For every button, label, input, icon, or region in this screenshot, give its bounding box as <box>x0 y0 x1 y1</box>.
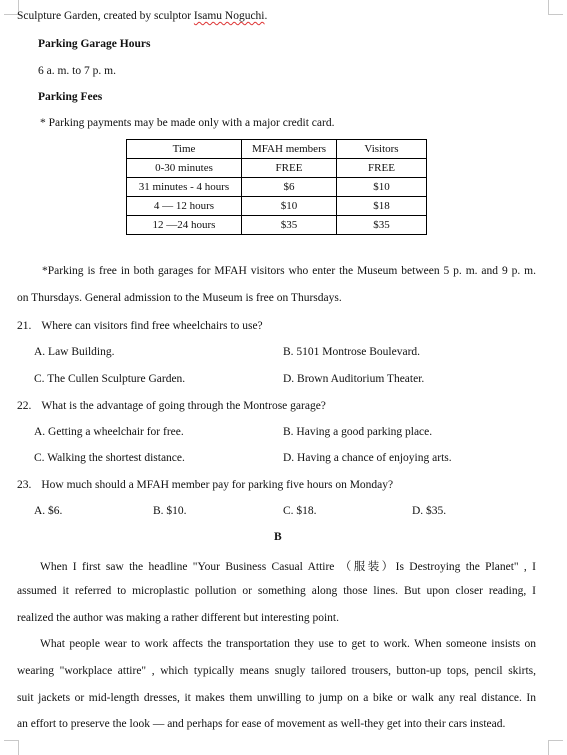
option-d: D. Having a chance of enjoying arts. <box>283 452 452 464</box>
para2-line-2: wearing "workplace attire" , which typically means snugly tailored trousers, button-up tops, pencil skirts, <box>17 665 536 677</box>
sculptor-name: Isamu Noguchi <box>193 10 265 22</box>
para2-line-1: What people wear to work affects the transportation they use to get to work. When someone insists on <box>40 638 536 650</box>
option-d: D. Brown Auditorium Theater. <box>283 373 425 385</box>
table-cell: $6 <box>242 178 337 197</box>
table-cell: $10 <box>337 178 427 197</box>
garage-hours-heading: Parking Garage Hours <box>38 38 151 50</box>
parking-fees-table <box>126 139 427 235</box>
question-number: 21. <box>17 320 32 332</box>
table-header-cell: MFAH members <box>242 140 337 159</box>
option-c: C. Walking the shortest distance. <box>34 452 185 464</box>
parking-fees-heading: Parking Fees <box>38 91 103 103</box>
table-cell: $35 <box>337 216 427 235</box>
option-d: D. $35. <box>412 505 447 517</box>
table-cell: 4 — 12 hours <box>127 197 242 216</box>
question-stem: Where can visitors find free wheelchairs to use? <box>41 320 263 332</box>
intro-text: Sculpture Garden, created by sculptor <box>17 10 194 22</box>
table-row <box>127 178 427 197</box>
crop-mark-top-right <box>548 0 563 15</box>
table-cell: 31 minutes - 4 hours <box>127 178 242 197</box>
question-22 <box>17 400 326 412</box>
option-a: A. Getting a wheelchair for free. <box>34 426 184 438</box>
intro-line <box>17 10 267 22</box>
para1-line-3: realized the author was making a rather different but interesting point. <box>17 612 339 624</box>
question-number: 22. <box>17 400 32 412</box>
para1-line-1: When I first saw the headline "Your Business Casual Attire （服装）Is Destroying the Planet" , I <box>40 561 536 573</box>
table-row <box>127 159 427 178</box>
option-b: B. Having a good parking place. <box>283 426 433 438</box>
footnote-line-1: *Parking is free in both garages for MFAH visitors who enter the Museum between 5 p. m. and 9 p. m. <box>42 265 536 277</box>
intro-period: . <box>264 10 268 22</box>
table-cell: 12 —24 hours <box>127 216 242 235</box>
table-cell: $35 <box>242 216 337 235</box>
garage-hours-text: 6 a. m. to 7 p. m. <box>38 65 116 77</box>
option-b: B. $10. <box>153 505 187 517</box>
table-row <box>127 197 427 216</box>
table-cell: 0-30 minutes <box>127 159 242 178</box>
section-b-label: B <box>274 531 282 543</box>
table-row <box>127 216 427 235</box>
crop-mark-bottom-left <box>4 740 19 755</box>
footnote-line-2: on Thursdays. General admission to the Museum is free on Thursdays. <box>17 292 342 304</box>
question-stem: What is the advantage of going through the Montrose garage? <box>41 400 326 412</box>
table-cell: $10 <box>242 197 337 216</box>
question-stem: How much should a MFAH member pay for parking five hours on Monday? <box>41 479 394 491</box>
table-header-cell: Time <box>127 140 242 159</box>
table-cell: $18 <box>337 197 427 216</box>
question-number: 23. <box>17 479 32 491</box>
question-23 <box>17 479 393 491</box>
table-header-row <box>127 140 427 159</box>
table-header-cell: Visitors <box>337 140 427 159</box>
crop-mark-bottom-right <box>548 740 563 755</box>
option-a: A. Law Building. <box>34 346 115 358</box>
option-b: B. 5101 Montrose Boulevard. <box>283 346 421 358</box>
table-cell: FREE <box>337 159 427 178</box>
option-a: A. $6. <box>34 505 63 517</box>
option-c: C. The Cullen Sculpture Garden. <box>34 373 186 385</box>
question-21 <box>17 320 263 332</box>
para2-line-4: an effort to preserve the look — and perhaps for ease of movement as well-they get into their cars instead. <box>17 718 506 730</box>
para2-line-3: suit jackets or mid-length dresses, it makes them unwilling to jump on a bike or walk any real distance. In <box>17 692 536 704</box>
payment-note: * Parking payments may be made only with a major credit card. <box>40 117 335 129</box>
table-cell: FREE <box>242 159 337 178</box>
para1-line-2: assumed it referred to microplastic pollution or something along those lines. But upon closer reading, I <box>17 585 536 597</box>
option-c: C. $18. <box>283 505 317 517</box>
